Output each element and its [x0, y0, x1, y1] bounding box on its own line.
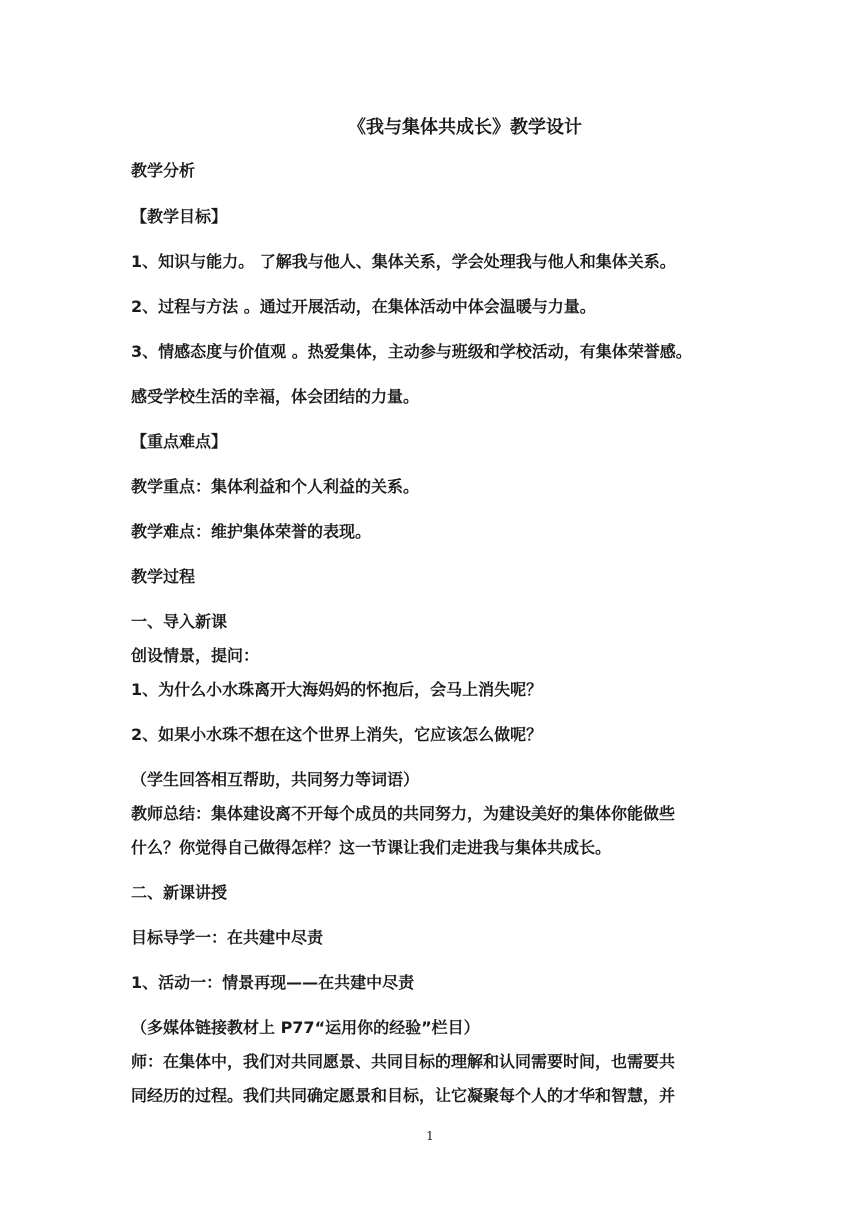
page-number: 1	[426, 1129, 434, 1143]
text-line: 二、新课讲授	[131, 883, 228, 902]
text-line: 师：在集体中，我们对共同愿景、共同目标的理解和认同需要时间，也需要共	[131, 1052, 676, 1071]
text-line: 教学重点：集体利益和个人利益的关系。	[131, 477, 420, 496]
text-line: 目标导学一：在共建中尽责	[131, 928, 324, 947]
text-line: （多媒体链接教材上 P77“运用你的经验”栏目）	[131, 1018, 480, 1037]
text-line: 2、过程与方法 。通过开展活动，在集体活动中体会温暖与力量。	[131, 297, 596, 316]
text-line: （学生回答相互帮助，共同努力等词语）	[131, 770, 420, 789]
document-title: 《我与集体共成长》教学设计	[348, 117, 582, 138]
text-line: 教学分析	[131, 161, 196, 180]
text-line: 1、知识与能力。 了解我与他人、集体关系，学会处理我与他人和集体关系。	[131, 252, 676, 271]
text-line: 一、导入新课	[131, 612, 228, 631]
text-line: 教师总结：集体建设离不开每个成员的共同努力，为建设美好的集体你能做些	[131, 804, 676, 823]
text-line: 【重点难点】	[131, 432, 228, 451]
text-line: 创设情景，提问：	[131, 646, 260, 665]
text-line: 什么？你觉得自己做得怎样？这一节课让我们走进我与集体共成长。	[131, 838, 612, 857]
text-line: 教学难点：维护集体荣誉的表现。	[131, 522, 372, 541]
text-line: 教学过程	[131, 567, 196, 586]
text-line: 感受学校生活的幸福，体会团结的力量。	[131, 387, 420, 406]
text-line: 1、活动一：情景再现——在共建中尽责	[131, 973, 415, 992]
text-line: 3、情感态度与价值观 。热爱集体，主动参与班级和学校活动，有集体荣誉感。	[131, 342, 692, 361]
text-line: 2、如果小水珠不想在这个世界上消失，它应该怎么做呢？	[131, 725, 543, 744]
text-line: 【教学目标】	[131, 207, 228, 226]
text-line: 1、为什么小水珠离开大海妈妈的怀抱后，会马上消失呢？	[131, 680, 543, 699]
text-line: 同经历的过程。我们共同确定愿景和目标，让它凝聚每个人的才华和智慧，并	[131, 1086, 676, 1105]
